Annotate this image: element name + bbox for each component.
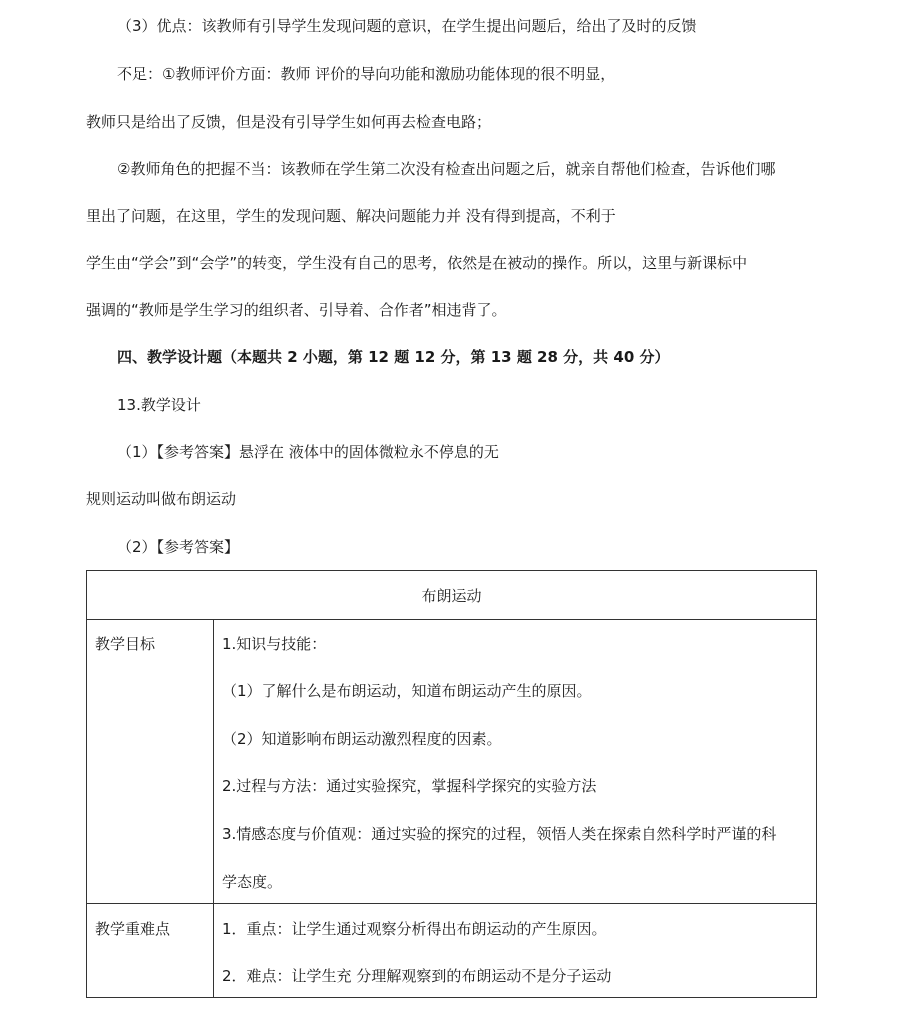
table-title: 布朗运动 xyxy=(421,587,482,605)
objectives-line: 1.知识与技能： xyxy=(222,635,327,653)
objectives-line: 学态度。 xyxy=(222,873,283,891)
paragraph-teacher-role-cont3: 强调的“教师是学生学习的组织者、引导着、合作者”相违背了。 xyxy=(86,301,507,319)
paragraph-advantages: （3）优点：该教师有引导学生发现问题的意识，在学生提出问题后，给出了及时的反馈 xyxy=(117,17,697,35)
row-label-key-points: 教学重难点 xyxy=(95,920,171,938)
paragraph-shortcomings: 不足：①教师评价方面：教师 评价的导向功能和激励功能体现的很不明显， xyxy=(117,65,616,83)
paragraph-teacher-role-cont2: 学生由“学会”到“会学”的转变，学生没有自己的思考，依然是在被动的操作。所以，这里与新课标中 xyxy=(86,254,748,272)
objectives-line: （2）知道影响布朗运动激烈程度的因素。 xyxy=(222,730,502,748)
lesson-plan-table xyxy=(86,570,817,998)
objectives-line: 2.过程与方法：通过实验探究，掌握科学探究的实验方法 xyxy=(222,777,597,795)
table-divider xyxy=(87,619,816,620)
key-point-line: 2．难点：让学生充 分理解观察到的布朗运动不是分子运动 xyxy=(222,967,612,985)
answer-2: （2）【参考答案】 xyxy=(117,538,240,556)
objectives-line: 3.情感态度与价值观：通过实验的探究的过程，领悟人类在探索自然科学时严谨的科 xyxy=(222,825,777,843)
answer-1: （1）【参考答案】悬浮在 液体中的固体微粒永不停息的无 xyxy=(117,443,499,461)
table-column-divider xyxy=(213,619,214,997)
key-point-line: 1．重点：让学生通过观察分析得出布朗运动的产生原因。 xyxy=(222,920,607,938)
paragraph-teacher-role: ②教师角色的把握不当：该教师在学生第二次没有检查出问题之后，就亲自帮他们检查，告诉他们哪 xyxy=(117,160,776,178)
paragraph-shortcomings-cont: 教师只是给出了反馈，但是没有引导学生如何再去检查电路； xyxy=(86,113,492,131)
paragraph-teacher-role-cont1: 里出了问题，在这里，学生的发现问题、解决问题能力并 没有得到提高，不利于 xyxy=(86,207,616,225)
question-13-title: 13.教学设计 xyxy=(117,396,201,414)
row-label-objectives: 教学目标 xyxy=(95,635,156,653)
section-heading: 四、教学设计题（本题共 2 小题，第 12 题 12 分，第 13 题 28 分，共 40 分） xyxy=(117,348,670,366)
table-divider xyxy=(87,903,816,904)
answer-1-cont: 规则运动叫做布朗运动 xyxy=(86,490,237,508)
objectives-line: （1）了解什么是布朗运动，知道布朗运动产生的原因。 xyxy=(222,682,592,700)
